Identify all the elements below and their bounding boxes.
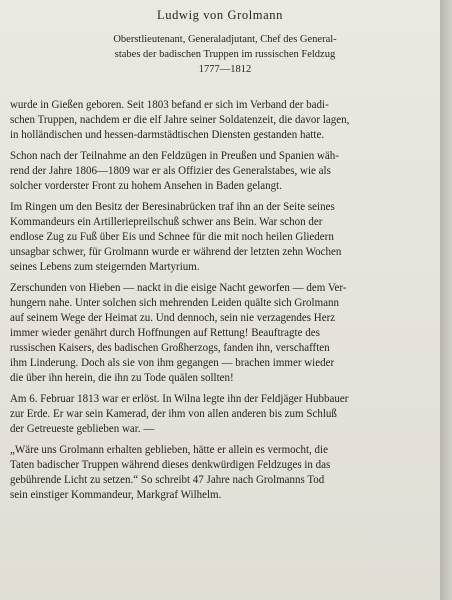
text-line: russischen Kaisers, des badischen Großherzogs, fanden ihn, verschafften <box>10 342 330 354</box>
page-title: Ludwig von Grolmann <box>157 8 283 22</box>
text-line: hungern nahe. Unter solchen sich mehrenden Leiden quälte sich Grolmann <box>10 297 340 309</box>
page-subtitle <box>40 32 410 77</box>
text-line: seines Lebens zum steigernden Martyrium. <box>10 261 200 273</box>
text-line: auf seinem Wege der Heimat zu. Und dennoch, sein nie verzagendes Herz <box>10 312 336 324</box>
text-line: Taten badischer Truppen während dieses denkwürdigen Feldzuges in das <box>10 459 331 471</box>
paragraph <box>10 392 440 437</box>
body-text <box>10 98 440 503</box>
text-line: unsagbar schwer, für Grolmann wurde er während der letzten zehn Wochen <box>10 246 342 258</box>
text-line: der Getreueste geblieben war. — <box>10 423 155 435</box>
paragraph <box>10 98 440 143</box>
text-line: in holländischen und hessen-darmstädtischen Diensten gestanden hatte. <box>10 129 325 141</box>
text-line: endlose Zug zu Fuß über Eis und Schnee für die mit noch heilen Gliedern <box>10 231 334 243</box>
text-line: solcher vorderster Front zu hohem Ansehen in Baden gelangt. <box>10 180 282 192</box>
text-line: immer wieder genährt durch Hoffnungen auf Rettung! Beauftragte des <box>10 327 320 339</box>
text-line: die über ihn herein, die ihn zu Tode quälen sollten! <box>10 372 234 384</box>
text-line: Kommandeurs ein Artilleriepreilschuß schwer ans Bein. War schon der <box>10 216 323 228</box>
text-line: Im Ringen um den Besitz der Beresinabrücken traf ihn an der Seite seines <box>10 201 335 213</box>
paragraph <box>10 200 440 275</box>
text-line: zur Erde. Er war sein Kamerad, der ihm von allen anderen bis zum Schluß <box>10 408 337 420</box>
subtitle-line: Oberstlieutenant, Generaladjutant, Chef des General- <box>113 34 337 45</box>
text-line: „Wäre uns Grolmann erhalten geblieben, hätte er allein es vermocht, die <box>10 444 328 456</box>
text-line: rend der Jahre 1806—1809 war er als Offizier des Generalstabes, wie als <box>10 165 331 177</box>
paragraph <box>10 443 440 503</box>
paragraph <box>10 281 440 386</box>
text-line: Zerschunden von Hieben — nackt in die eisige Nacht geworfen — dem Ver- <box>10 282 347 294</box>
subtitle-line: stabes der badischen Truppen im russischen Feldzug <box>114 49 336 60</box>
paragraph <box>10 149 440 194</box>
text-line: schen Truppen, nachdem er die elf Jahre seiner Soldatenzeit, die davor lagen, <box>10 114 350 126</box>
text-line: ihm Linderung. Doch als sie von ihm gegangen — brachen immer wieder <box>10 357 335 369</box>
text-line: Am 6. Februar 1813 war er erlöst. In Wilna legte ihn der Feldjäger Hubbauer <box>10 393 349 405</box>
text-line: Schon nach der Teilnahme an den Feldzügen in Preußen und Spanien wäh- <box>10 150 339 162</box>
subtitle-years: 1777—1812 <box>198 64 252 75</box>
text-line: gebührende Licht zu setzen.“ So schreibt 47 Jahre nach Grolmanns Tod <box>10 474 325 486</box>
page-edge <box>440 0 452 600</box>
text-line: wurde in Gießen geboren. Seit 1803 befand er sich im Verband der badi- <box>10 99 329 111</box>
text-line: sein einstiger Kommandeur, Markgraf Wilhelm. <box>10 489 222 501</box>
